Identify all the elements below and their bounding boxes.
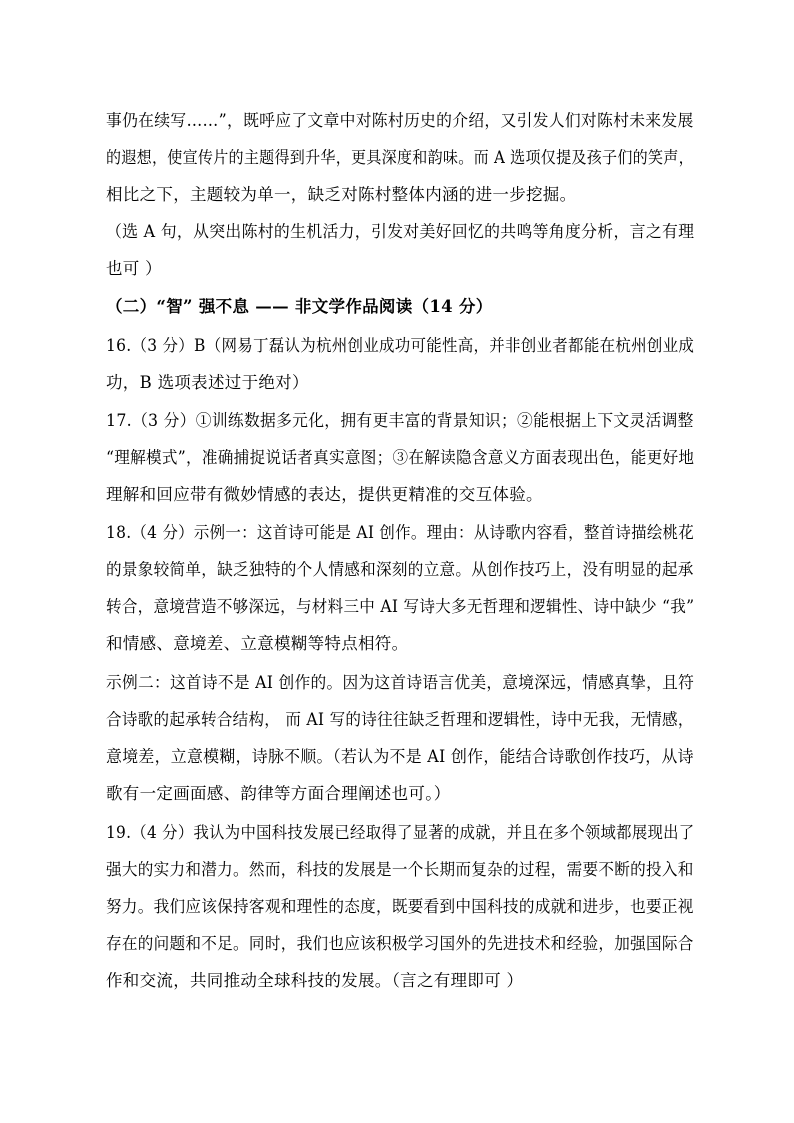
text-line: 作和交流，共同推动全球科技的发展。（言之有理即可 ） bbox=[106, 971, 524, 990]
text-line: 功，B 选项表述过于绝对） bbox=[106, 373, 309, 392]
text-line: 的遐想，使宣传片的主题得到升华，更具深度和韵味。而 A 选项仅提及孩子们的笑声， bbox=[106, 148, 694, 167]
text-line: 也可 ） bbox=[106, 259, 162, 278]
text-line: 意境差，立意模糊，诗脉不顺。（若认为不是 AI 创作，能结合诗歌创作技巧，从诗 bbox=[106, 747, 694, 766]
text-line: 强大的实力和潜力。然而，科技的发展是一个长期而复杂的过程，需要不断的投入和 bbox=[106, 860, 694, 879]
text-line: 存在的问题和不足。同时，我们也应该积极学习国外的先进技术和经验，加强国际合 bbox=[106, 934, 694, 953]
text-line: 努力。我们应该保持客观和理性的态度，既要看到中国科技的成就和进步，也要正视 bbox=[106, 897, 694, 916]
text-line: 事仍在续写……”，既呼应了文章中对陈村历史的介绍，又引发人们对陈村未来发展 bbox=[106, 111, 694, 130]
text-line: 18.（4 分）示例一：这首诗可能是 AI 创作。理由：从诗歌内容看，整首诗描绘桃花 bbox=[106, 523, 695, 542]
text-line: “理解模式”，准确捕捉说话者真实意图；③在解读隐含意义方面表现出色，能更好地 bbox=[106, 448, 695, 467]
text-line: 相比之下，主题较为单一，缺乏对陈村整体内涵的进一步挖掘。 bbox=[106, 185, 577, 204]
text-line: （选 A 句，从突出陈村的生机活力，引发对美好回忆的共鸣等角度分析，言之有理 bbox=[106, 222, 695, 241]
text-line: 16.（3 分）B（网易丁磊认为杭州创业成功可能性高，并非创业者都能在杭州创业成 bbox=[106, 336, 695, 355]
text-line: 19.（4 分）我认为中国科技发展已经取得了显著的成就，并且在多个领域都展现出了 bbox=[106, 823, 695, 842]
section-heading: （二）“智” 强不息 —— 非文学作品阅读（14 分） bbox=[106, 297, 493, 316]
text-line: 17.（3 分）①训练数据多元化，拥有更丰富的背景知识；②能根据上下文灵活调整 bbox=[106, 411, 694, 430]
text-line: 歌有一定画面感、韵律等方面合理阐述也可。） bbox=[106, 784, 451, 803]
text-line: 示例二：这首诗不是 AI 创作的。因为这首诗语言优美，意境深远，情感真挚，且符 bbox=[106, 673, 695, 692]
text-line: 理解和回应带有微妙情感的表达，提供更精准的交互体验。 bbox=[106, 485, 543, 504]
text-line: 的景象较简单，缺乏独特的个人情感和深刻的立意。从创作技巧上，没有明显的起承 bbox=[106, 560, 694, 579]
text-line: 和情感、意境差、立意模糊等特点相符。 bbox=[106, 634, 409, 653]
text-line: 合诗歌的起承转合结构， 而 AI 写的诗往往缺乏哲理和逻辑性，诗中无我，无情感， bbox=[106, 710, 694, 729]
text-line: 转合，意境营造不够深远，与材料三中 AI 写诗大多无哲理和逻辑性、诗中缺少 “我” bbox=[106, 597, 695, 616]
